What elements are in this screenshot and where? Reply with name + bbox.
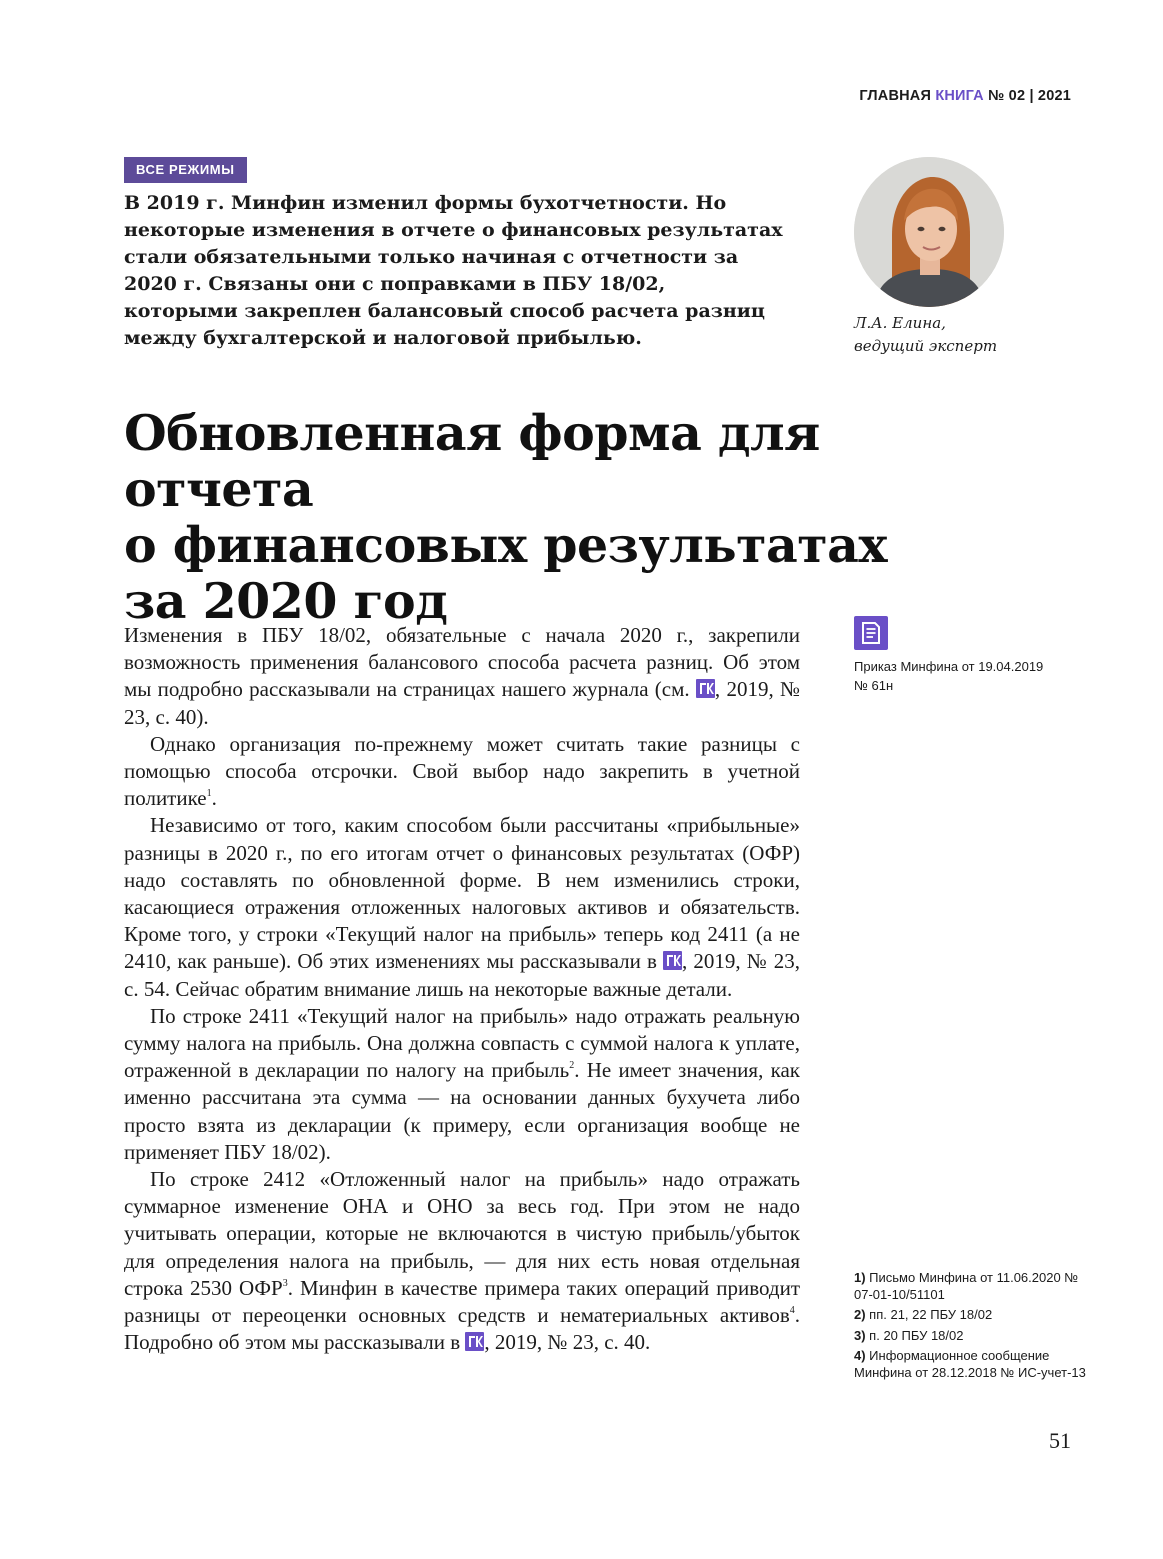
footnote-ref-4[interactable]: 4 [789,1305,795,1317]
author-name: Л.А. Елина, [854,314,946,332]
masthead-issue: № 02 | 2021 [988,88,1071,104]
footnote-number: 2) [854,1307,866,1322]
p5-text-b: . Минфин в качестве примера таких операций приводит разницы от переоценки основных средств и нематериальных активов [124,1275,800,1328]
footnote-ref-1[interactable]: 1 [206,788,212,800]
footnote-ref-2[interactable]: 2 [569,1060,575,1072]
body-paragraph-3 [124,812,800,1002]
masthead [859,88,1071,104]
footnote-ref-3[interactable]: 3 [282,1277,288,1289]
p4-text-a: По строке 2411 «Текущий налог на прибыль» надо отражать реальную сумму налога на прибыль. Она должна совпасть с суммой налога к уплате, отраженной в декларации по налогу на прибыль [124,1003,800,1083]
title-line-1: Обновленная форма для отчета [124,404,820,518]
title-line-3: за 2020 год [124,572,448,630]
document-icon [854,616,888,650]
footnote-4 [854,1348,1094,1381]
article-body [124,622,800,1356]
footnote-text: п. 20 ПБУ 18/02 [865,1327,964,1343]
footnote-2 [854,1307,1094,1324]
footnote-text: Информационное сообщение Минфина от 28.12.2018 № ИС-учет-13 [854,1348,1086,1380]
gk-journal-icon[interactable] [696,679,715,698]
p5-text-c: . Подробно об этом мы рассказывали в [124,1303,800,1355]
footnote-number: 1) [854,1270,866,1285]
masthead-brand-part1: ГЛАВНАЯ [859,88,932,104]
title-line-2: о финансовых результатах [124,516,888,574]
footnote-1 [854,1270,1094,1303]
p3-text-a: Независимо от того, каким способом были рассчитаны «прибыльные» разницы в 2020 г., по его итогам отчет о финансовых результатах (ОФР) надо составлять по обновленной форме. В нем изменились строки, касающиеся отражения отложенных налоговых активов и обязательств. Кроме того, у строки «Текущий налог на прибыль» теперь код 2411 (а не 2410, как раньше). Об этих изменениях мы рассказывали в [124,813,800,974]
footnote-number: 4) [854,1348,866,1363]
body-paragraph-2 [124,731,800,813]
p5-text-a: По строке 2412 «Отложенный налог на прибыль» надо отражать суммарное изменение ОНА и ОНО за весь год. При этом не надо учитывать операции, которые не включаются в чистую прибыль/убыток для определения налога на прибыль, — для них есть новая отдельная строка 2530 ОФР [124,1167,800,1300]
footnote-text: Письмо Минфина от 11.06.2020 № 07-01-10/51101 [854,1270,1079,1302]
author-photo [854,157,1004,307]
body-paragraph-4 [124,1003,800,1166]
p5-text-d: , 2019, № 23, с. 40. [484,1330,651,1355]
p2-text-b: . [211,786,217,811]
p1-text-b: , 2019, № 23, с. 40). [124,677,800,729]
sidenote-line-1: Приказ Минфина от 19.04.2019 [854,659,1044,674]
p4-text-b: . Не имеет значения, как именно рассчитана эта сумма — на основании данных бухучета либо просто взята из декларации (к примеру, если организация вообще не применяет ПБУ 18/02). [124,1058,800,1164]
author-portrait-illustration [854,157,1004,307]
author-caption [854,312,1054,358]
author-role: ведущий эксперт [854,337,998,355]
footnotes [854,1270,1094,1385]
footnote-3 [854,1328,1094,1345]
p1-text-a: Изменения в ПБУ 18/02, обязательные с начала 2020 г., закрепили возможность применения балансового способа расчета разниц. Об этом мы подробно рассказывали на страницах нашего журнала (см. [124,623,800,702]
source-sidenote [854,657,1084,695]
article-title [124,405,1024,629]
footnote-number: 3) [854,1327,866,1343]
lead-paragraph: В 2019 г. Минфин изменил формы бухотчетности. Но некоторые изменения в отчете о финансовых результатах стали обязательными только начиная с отчетности за 2020 г. Связаны они с поправками в ПБУ 18/02, которыми закреплен балансовый способ расчета разниц между бухгалтерской и налоговой прибылью. [124,192,783,349]
rubric-tag: ВСЕ РЕЖИМЫ [124,157,247,183]
sidenote-line-2: № 61н [854,678,894,693]
gk-journal-icon[interactable] [663,951,682,970]
p3-text-b: , 2019, № 23, с. 54. Сейчас обратим внимание лишь на некоторые важные детали. [124,949,800,1001]
body-paragraph-1 [124,622,800,731]
masthead-brand-part2: КНИГА [935,88,984,104]
footnote-text: пп. 21, 22 ПБУ 18/02 [865,1307,993,1322]
p2-text-a: Однако организация по-прежнему может считать такие разницы с помощью способа отсрочки. Свой выбор надо закрепить в учетной политике [124,731,800,811]
page-number: 51 [1049,1428,1071,1453]
gk-journal-icon[interactable] [465,1332,484,1351]
body-paragraph-5 [124,1166,800,1356]
